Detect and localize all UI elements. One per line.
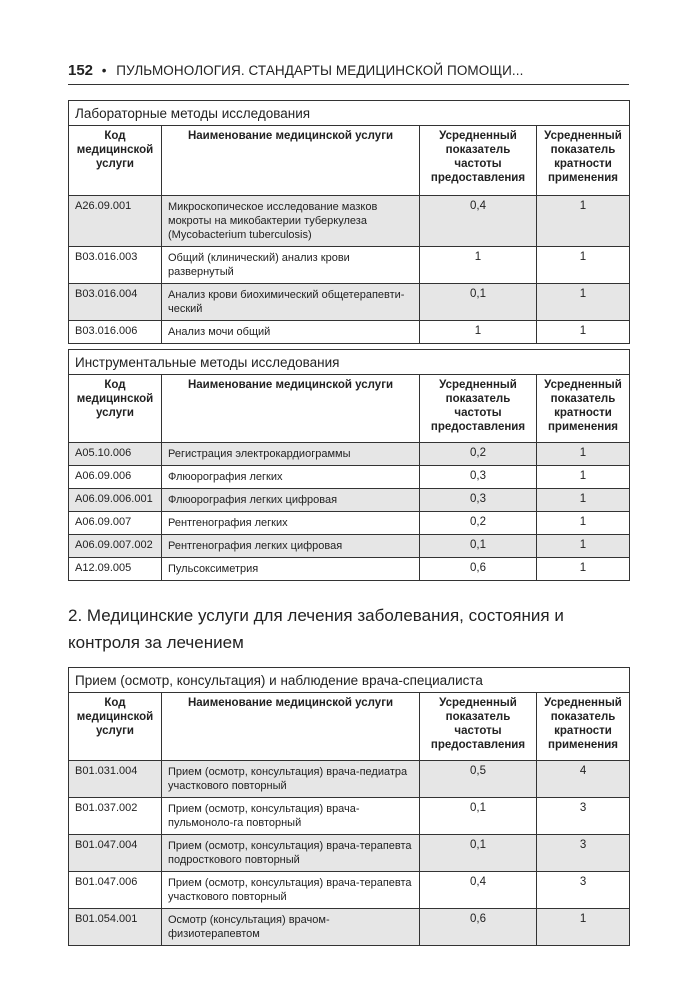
row-code: B03.016.003 <box>69 247 162 284</box>
row-service: Прием (осмотр, консультация) врача-терапевта участкового повторный <box>162 872 420 909</box>
table-row <box>69 535 630 558</box>
row-code: B01.047.004 <box>69 835 162 872</box>
col-header-code: Код медицинской услуги <box>69 693 162 761</box>
running-title: ПУЛЬМОНОЛОГИЯ. СТАНДАРТЫ МЕДИЦИНСКОЙ ПОМОЩИ... <box>116 63 524 78</box>
col-header-name: Наименование медицинской услуги <box>162 375 420 443</box>
row-code: B01.037.002 <box>69 798 162 835</box>
row-frequency: 0,1 <box>420 284 537 321</box>
row-service: Прием (осмотр, консультация) врача-пульмоноло-га повторный <box>162 798 420 835</box>
col-header-name: Наименование медицинской услуги <box>162 693 420 761</box>
row-code: A26.09.001 <box>69 196 162 247</box>
col-header-multiplicity: Усредненный показатель кратности применения <box>537 126 630 196</box>
row-frequency: 0,3 <box>420 466 537 489</box>
table-row <box>69 321 630 344</box>
row-service: Рентгенография легких <box>162 512 420 535</box>
row-frequency: 0,1 <box>420 835 537 872</box>
row-multiplicity: 3 <box>537 835 630 872</box>
row-frequency: 0,6 <box>420 558 537 581</box>
row-frequency: 0,4 <box>420 872 537 909</box>
row-code: B01.031.004 <box>69 761 162 798</box>
row-multiplicity: 1 <box>537 535 630 558</box>
row-multiplicity: 1 <box>537 247 630 284</box>
row-multiplicity: 1 <box>537 321 630 344</box>
row-service: Осмотр (консультация) врачом-физиотерапевтом <box>162 909 420 946</box>
table-row <box>69 489 630 512</box>
row-service: Анализ крови биохимический общетерапевти-ческий <box>162 284 420 321</box>
col-header-code: Код медицинской услуги <box>69 126 162 196</box>
table-row <box>69 443 630 466</box>
row-code: A06.09.006 <box>69 466 162 489</box>
row-service: Флюорография легких цифровая <box>162 489 420 512</box>
col-header-multiplicity: Усредненный показатель кратности применения <box>537 375 630 443</box>
table-row <box>69 835 630 872</box>
row-frequency: 0,1 <box>420 535 537 558</box>
table-title: Лабораторные методы исследования <box>69 101 630 126</box>
row-code: A06.09.007.002 <box>69 535 162 558</box>
row-frequency: 1 <box>420 321 537 344</box>
section-heading: 2. Медицинские услуги для лечения заболевания, состояния и контроля за лечением <box>68 606 564 652</box>
table-row <box>69 761 630 798</box>
row-frequency: 0,6 <box>420 909 537 946</box>
table-row <box>69 512 630 535</box>
specialist-visits-table <box>68 667 630 946</box>
row-code: B03.016.006 <box>69 321 162 344</box>
row-multiplicity: 1 <box>537 909 630 946</box>
table-row <box>69 466 630 489</box>
table-row <box>69 558 630 581</box>
col-header-frequency: Усредненный показатель частоты предоставления <box>420 693 537 761</box>
page-header <box>68 62 629 85</box>
row-service: Общий (клинический) анализ крови развернутый <box>162 247 420 284</box>
row-service: Пульсоксиметрия <box>162 558 420 581</box>
page-number: 152 <box>68 62 94 79</box>
table-row <box>69 284 630 321</box>
row-multiplicity: 3 <box>537 798 630 835</box>
table-row <box>69 247 630 284</box>
row-service: Рентгенография легких цифровая <box>162 535 420 558</box>
row-service: Флюорография легких <box>162 466 420 489</box>
row-multiplicity: 3 <box>537 872 630 909</box>
table-row <box>69 909 630 946</box>
row-code: A06.09.007 <box>69 512 162 535</box>
row-code: A05.10.006 <box>69 443 162 466</box>
row-multiplicity: 1 <box>537 284 630 321</box>
row-code: A12.09.005 <box>69 558 162 581</box>
row-code: B03.016.004 <box>69 284 162 321</box>
row-multiplicity: 1 <box>537 489 630 512</box>
table-row <box>69 798 630 835</box>
row-frequency: 0,3 <box>420 489 537 512</box>
header-bullet: • <box>101 63 107 78</box>
col-header-frequency: Усредненный показатель частоты предоставления <box>420 375 537 443</box>
col-header-frequency: Усредненный показатель частоты предоставления <box>420 126 537 196</box>
col-header-name: Наименование медицинской услуги <box>162 126 420 196</box>
lab-methods-table <box>68 100 630 344</box>
row-service: Прием (осмотр, консультация) врача-терапевта подросткового повторный <box>162 835 420 872</box>
row-service: Регистрация электрокардиограммы <box>162 443 420 466</box>
row-multiplicity: 1 <box>537 466 630 489</box>
row-frequency: 0,1 <box>420 798 537 835</box>
row-frequency: 0,5 <box>420 761 537 798</box>
row-multiplicity: 4 <box>537 761 630 798</box>
row-code: B01.054.001 <box>69 909 162 946</box>
row-frequency: 0,4 <box>420 196 537 247</box>
row-service: Микроскопическое исследование мазков мокроты на микобактерии туберкулеза (Mycobacterium tuberculosis) <box>162 196 420 247</box>
row-multiplicity: 1 <box>537 196 630 247</box>
row-code: A06.09.006.001 <box>69 489 162 512</box>
table-title: Инструментальные методы исследования <box>69 350 630 375</box>
table-title: Прием (осмотр, консультация) и наблюдение врача-специалиста <box>69 668 630 693</box>
row-frequency: 1 <box>420 247 537 284</box>
col-header-multiplicity: Усредненный показатель кратности применения <box>537 693 630 761</box>
row-multiplicity: 1 <box>537 558 630 581</box>
table-row <box>69 196 630 247</box>
row-code: B01.047.006 <box>69 872 162 909</box>
row-service: Анализ мочи общий <box>162 321 420 344</box>
row-frequency: 0,2 <box>420 512 537 535</box>
instrumental-methods-table <box>68 349 630 581</box>
col-header-code: Код медицинской услуги <box>69 375 162 443</box>
table-row <box>69 872 630 909</box>
row-multiplicity: 1 <box>537 443 630 466</box>
row-multiplicity: 1 <box>537 512 630 535</box>
row-frequency: 0,2 <box>420 443 537 466</box>
row-service: Прием (осмотр, консультация) врача-педиатра участкового повторный <box>162 761 420 798</box>
